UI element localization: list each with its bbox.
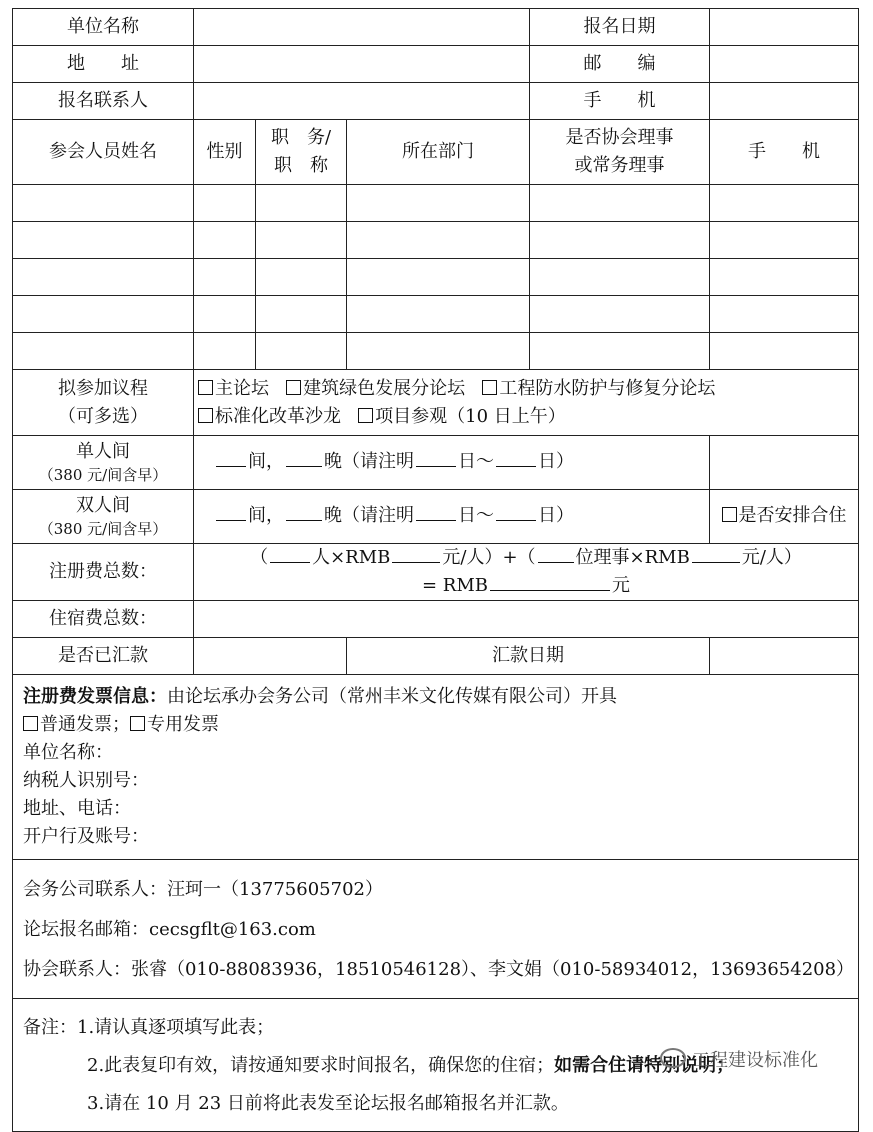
attendee-title-cell[interactable] [256, 185, 347, 222]
contact-mobile-field[interactable] [710, 83, 859, 120]
single-nights-unit: 晚（请注明 [324, 451, 414, 473]
attendee-dept-cell[interactable] [347, 296, 530, 333]
invoice-tax-id: 纳税人识别号： [23, 770, 149, 791]
lodging-fee-label: 住宿费总数： [13, 601, 194, 638]
general-invoice-label: 普通发票； [40, 714, 130, 735]
share-room-cell [710, 490, 859, 544]
checkbox-special-invoice[interactable] [130, 716, 145, 731]
share-room-label: 是否安排合住 [738, 505, 847, 527]
single-day-to: 日～ [458, 451, 494, 473]
double-nights-unit: 晚（请注明 [324, 505, 414, 527]
contact-label: 报名联系人 [13, 83, 194, 120]
single-day-close: 日） [538, 451, 574, 473]
agenda-options-line-1 [198, 375, 854, 403]
checkbox-standardization-salon[interactable] [198, 408, 213, 423]
single-start-day-blank[interactable] [416, 465, 456, 467]
council-count-blank[interactable] [538, 561, 574, 563]
option-waterproofing: 工程防水防护与修复分论坛 [499, 377, 716, 399]
attendee-gender-cell[interactable] [194, 296, 256, 333]
attendee-row [13, 296, 859, 333]
double-room-title: 双人间 [76, 494, 130, 516]
attendee-title-cell[interactable] [256, 222, 347, 259]
lodging-fee-field[interactable] [194, 601, 859, 638]
attendee-council-cell[interactable] [530, 296, 710, 333]
option-standardization-salon: 标准化改革沙龙 [215, 405, 341, 427]
attendee-gender-cell[interactable] [194, 222, 256, 259]
association-contact: 协会联系人：张睿（010-88083936，18510546128）、李文娟（010-58934012，13693654208） [23, 959, 855, 980]
single-room-price: （380 元/间含早） [38, 465, 168, 484]
single-rooms-blank[interactable] [216, 465, 246, 467]
checkbox-share-room[interactable] [722, 507, 737, 522]
col-title-line-1: 职 务/ [270, 127, 332, 148]
reg-date-field[interactable] [710, 9, 859, 46]
col-mobile: 手 机 [710, 120, 859, 185]
option-site-visit: 项目参观（10 日上午） [375, 405, 566, 427]
col-title-line-2: 职 称 [274, 155, 328, 176]
equals-text: = RMB [421, 575, 488, 596]
double-end-day-blank[interactable] [496, 519, 536, 521]
wechat-icon [660, 1048, 686, 1068]
attendee-name-cell[interactable] [13, 296, 194, 333]
reg-fee-line-1 [198, 544, 854, 572]
reg-fee-formula [194, 544, 859, 601]
attendee-gender-cell[interactable] [194, 259, 256, 296]
contacts-section [13, 860, 859, 999]
col-department: 所在部门 [347, 120, 530, 185]
attendee-gender-cell[interactable] [194, 333, 256, 370]
attendee-dept-cell[interactable] [347, 333, 530, 370]
watermark-text: 工程建设标准化 [692, 1050, 818, 1071]
postcode-label: 邮 编 [530, 46, 710, 83]
double-day-close: 日） [538, 505, 574, 527]
council-fee-blank[interactable] [692, 561, 740, 563]
attendee-mobile-cell[interactable] [710, 296, 859, 333]
attendee-gender-cell[interactable] [194, 185, 256, 222]
col-council-line-1: 是否协会理事 [565, 127, 674, 148]
postcode-field[interactable] [710, 46, 859, 83]
invoice-issuer: 由论坛承办会务公司（常州丰米文化传媒有限公司）开具 [167, 686, 617, 707]
address-label: 地 址 [13, 46, 194, 83]
agenda-options [194, 370, 859, 436]
contact-mobile-label: 手 机 [530, 83, 710, 120]
remit-date-field[interactable] [710, 638, 859, 675]
col-council [530, 120, 710, 185]
double-room-label [13, 490, 194, 544]
attendee-mobile-cell[interactable] [710, 185, 859, 222]
checkbox-general-invoice[interactable] [23, 716, 38, 731]
council-part-text: 位理事×RMB [575, 547, 690, 568]
attendee-council-cell[interactable] [530, 222, 710, 259]
single-room-title: 单人间 [76, 440, 130, 462]
double-rooms-blank[interactable] [216, 519, 246, 521]
invoice-bank-account: 开户行及账号： [23, 826, 149, 847]
note-2-text: 2.此表复印有效，请按通知要求时间报名，确保您的住宿； [87, 1055, 555, 1076]
invoice-title: 注册费发票信息： [23, 686, 167, 707]
invoice-header-line [23, 683, 848, 711]
total-fee-blank[interactable] [490, 589, 610, 591]
option-main-forum: 主论坛 [215, 377, 269, 399]
invoice-type-line [23, 711, 848, 739]
checkbox-main-forum[interactable] [198, 380, 213, 395]
yuan-text: 元 [612, 575, 630, 596]
col-council-line-2: 或常务理事 [574, 155, 665, 176]
checkbox-green-building[interactable] [286, 380, 301, 395]
per-person-fee-blank[interactable] [392, 561, 440, 563]
special-invoice-label: 专用发票 [147, 714, 219, 735]
invoice-section [13, 675, 859, 860]
agenda-label-line-1: 拟参加议程 [58, 377, 148, 399]
attendee-mobile-cell[interactable] [710, 333, 859, 370]
attendee-title-cell[interactable] [256, 333, 347, 370]
paid-label: 是否已汇款 [13, 638, 194, 675]
col-gender: 性别 [194, 120, 256, 185]
attendee-dept-cell[interactable] [347, 185, 530, 222]
contact-field[interactable] [194, 83, 530, 120]
attendee-row [13, 222, 859, 259]
double-rooms-unit: 间， [248, 505, 284, 527]
people-count-blank[interactable] [270, 561, 310, 563]
attendee-row [13, 185, 859, 222]
unit-name-field[interactable] [194, 9, 530, 46]
note-2-emphasis: 如需合住请特别说明； [554, 1055, 735, 1076]
attendee-name-cell[interactable] [13, 185, 194, 222]
agenda-label-line-2: （可多选） [58, 405, 148, 427]
yuan-per-text: 元/人）+（ [442, 547, 536, 568]
attendee-row [13, 259, 859, 296]
single-room-extra [710, 436, 859, 490]
attendee-name-cell[interactable] [13, 259, 194, 296]
checkbox-waterproofing[interactable] [482, 380, 497, 395]
attendee-mobile-cell[interactable] [710, 222, 859, 259]
attendee-mobile-cell[interactable] [710, 259, 859, 296]
attendee-title-cell[interactable] [256, 259, 347, 296]
double-nights-blank[interactable] [286, 519, 322, 521]
watermark [660, 1046, 818, 1072]
col-attendee-name: 参会人员姓名 [13, 120, 194, 185]
reg-fee-label: 注册费总数： [13, 544, 194, 601]
remit-date-label: 汇款日期 [347, 638, 710, 675]
single-room-fields [194, 436, 710, 490]
attendee-dept-cell[interactable] [347, 222, 530, 259]
note-3: 3.请在 10 月 23 日前将此表发至论坛报名邮箱报名并汇款。 [87, 1093, 569, 1114]
single-room-label [13, 436, 194, 490]
checkbox-site-visit[interactable] [358, 408, 373, 423]
attendee-name-cell[interactable] [13, 222, 194, 259]
attendee-row [13, 333, 859, 370]
double-room-fields [194, 490, 710, 544]
invoice-unit-name: 单位名称： [23, 742, 113, 763]
attendee-dept-cell[interactable] [347, 259, 530, 296]
double-room-price: （380 元/间含早） [38, 519, 168, 538]
agenda-options-line-2 [198, 403, 854, 431]
agenda-label [13, 370, 194, 436]
reg-date-label: 报名日期 [530, 9, 710, 46]
registration-form [12, 8, 859, 1132]
attendee-title-cell[interactable] [256, 296, 347, 333]
yuan-per-close-text: 元/人） [741, 547, 802, 568]
forum-email: 论坛报名邮箱：cecsgflt@163.com [23, 919, 316, 940]
single-end-day-blank[interactable] [496, 465, 536, 467]
col-title [256, 120, 347, 185]
formula-open: （ [250, 547, 269, 568]
double-day-to: 日～ [458, 505, 494, 527]
single-rooms-unit: 间， [248, 451, 284, 473]
attendee-council-cell[interactable] [530, 259, 710, 296]
per-person-text: 人×RMB [312, 547, 391, 568]
note-1: 备注：1.请认真逐项填写此表； [23, 1017, 275, 1038]
paid-field[interactable] [194, 638, 347, 675]
attendee-council-cell[interactable] [530, 185, 710, 222]
attendee-council-cell[interactable] [530, 333, 710, 370]
double-start-day-blank[interactable] [416, 519, 456, 521]
unit-name-label: 单位名称 [13, 9, 194, 46]
company-contact: 会务公司联系人：汪珂一（13775605702） [23, 879, 383, 900]
reg-fee-line-2 [198, 572, 854, 600]
option-green-building: 建筑绿色发展分论坛 [303, 377, 466, 399]
invoice-address-phone: 地址、电话： [23, 798, 131, 819]
attendee-name-cell[interactable] [13, 333, 194, 370]
single-nights-blank[interactable] [286, 465, 322, 467]
address-field[interactable] [194, 46, 530, 83]
